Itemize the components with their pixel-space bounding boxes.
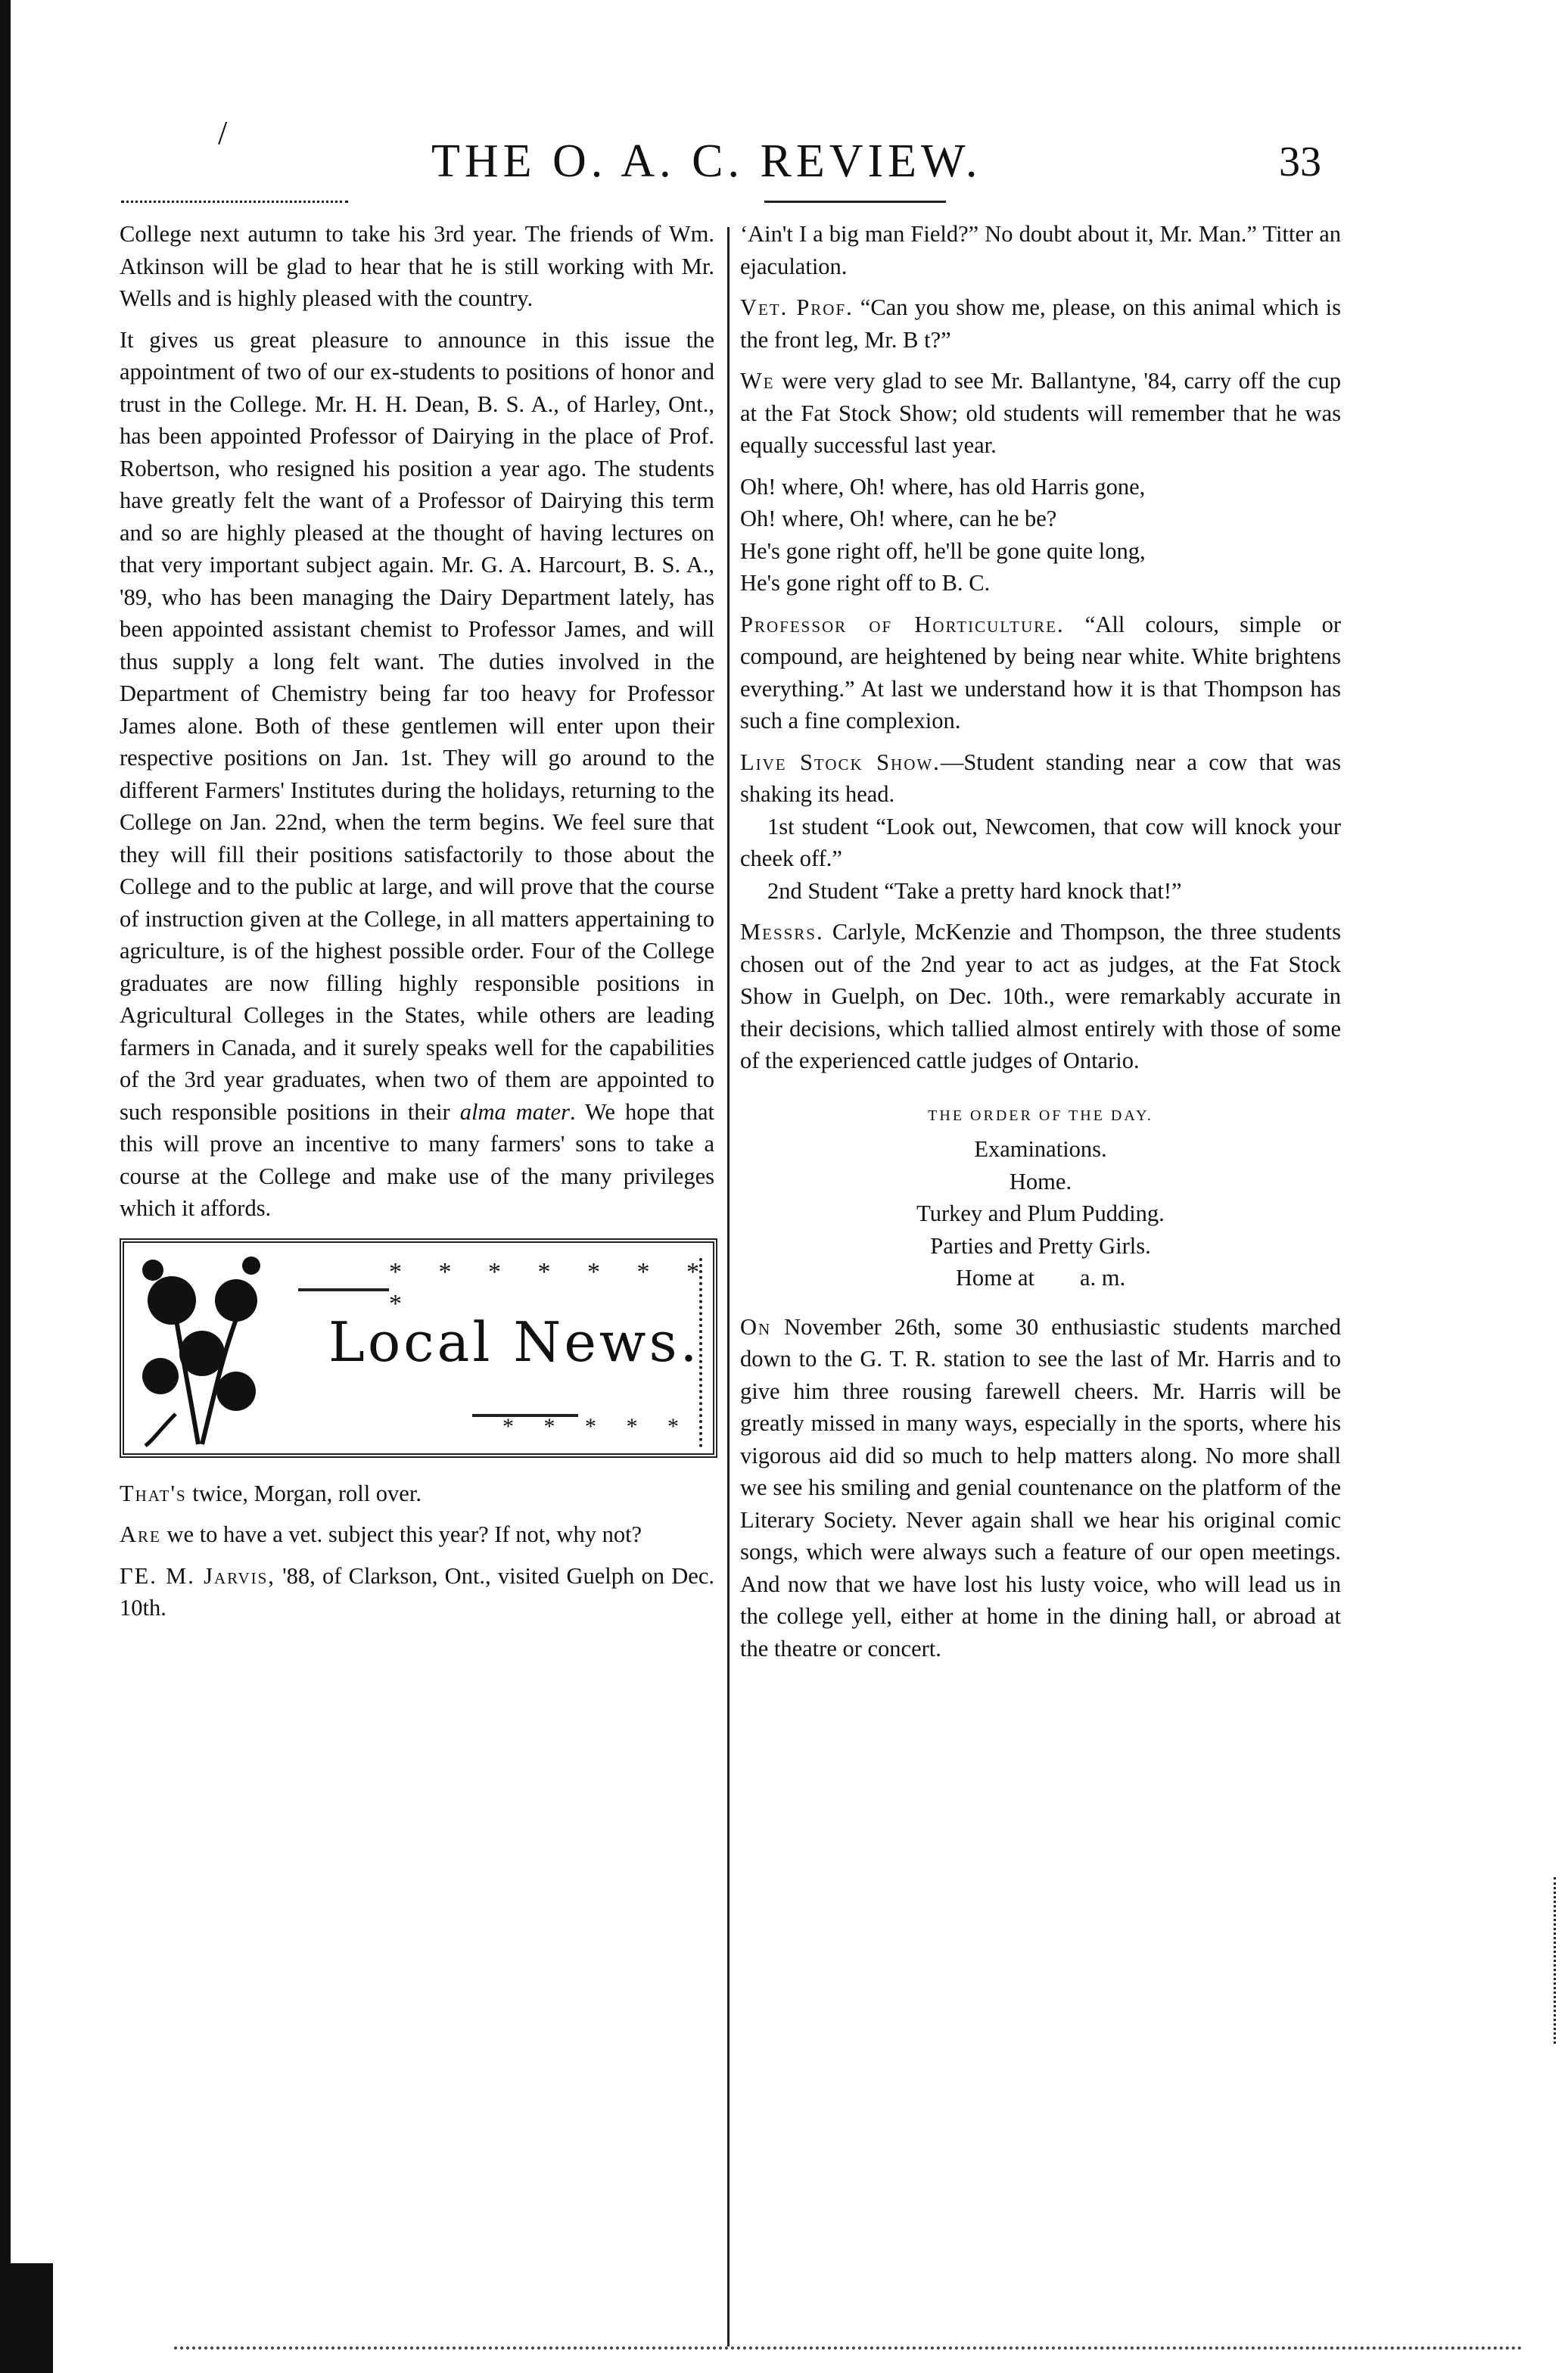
header-rule-left xyxy=(121,201,348,203)
appointments-text: It gives us great pleasure to announce in this issue the appointment of two of our ex-students to positions of honor and trust in the College. Mr. H. H. Dean, B. S. A., of Harley, Ont., has been appointed Professor of Dairying in the place of Prof. Robertson, who resigned his position a year ago. The students have greatly felt the want of a Professor of Dairying this term and so are highly pleased at the thought of having lectures on that very important subject again. Mr. G. A. Harcourt, B. S. A., '89, who has been managing the Dairy Department lately, has been appointed assistant chemist to Professor James, and will thus supply a long felt want. The duties involved in the Department of Chemistry being far too heavy for Professor James alone. Both of these gentlemen will enter upon their respective positions on Jan. 1st. They will go around to the different Farmers' Institutes during the holidays, returning to the College on Jan. 22nd, when the term begins. We feel sure that they will fill their positions satisfactorily to those about the College and to the public at large, and will prove that the course of instruction given at the College, in all matters appertaining to agriculture, is of the highest possible order. Four of the College graduates are now filling highly responsible positions in Agricultural Colleges in the States, while others are leading farmers in Canada, and it surely speaks well for the capabilities of the 3rd year graduates, when two of them are appointed to such responsible positions in their xyxy=(120,326,714,1125)
page-header xyxy=(0,114,1568,189)
news-item-vet-subject: Are we to have a vet. subject this year? If not, why not? xyxy=(120,1521,642,1547)
item-live-stock: Live Stock Show.—Student standing near a cow that was shaking its head. xyxy=(740,749,1341,807)
alma-mater-italic: alma mater xyxy=(459,1098,570,1125)
paragraph-appointments xyxy=(120,324,714,1225)
scan-edge-left-foot xyxy=(0,2263,53,2373)
order-line: Examinations. xyxy=(974,1136,1107,1162)
header-rule-right xyxy=(764,201,946,203)
item-first-student: 1st student “Look out, Newcomen, that cow will knock your cheek off.” xyxy=(740,813,1341,871)
news-item-jarvis: ΓE. M. Jarvis, '88, of Clarkson, Ont., visited Guelph on Dec. 10th. xyxy=(120,1562,714,1621)
order-line: Parties and Pretty Girls. xyxy=(930,1232,1151,1259)
order-line: Turkey and Plum Pudding. xyxy=(916,1201,1165,1226)
paragraph-college-next: College next autumn to take his 3rd year. The friends of Wm. Atkinson will be glad to hear that he is still working with Mr. Wells and is highly pleased with the country. xyxy=(120,221,714,311)
appointments-text-end: . We hope that this will prove an incentive to many farmers' sons to take a course at the College and make use of the many privileges which it affords. xyxy=(120,1098,714,1221)
poem-line: Oh! where, Oh! where, can he be? xyxy=(740,506,1057,531)
banner-swash-top xyxy=(298,1288,389,1291)
item-big-man: ‘Ain't I a big man Field?” No doubt about it, Mr. Man.” Titter an ejaculation. xyxy=(740,221,1341,279)
local-news-banner xyxy=(120,1238,717,1458)
item-ballantyne: We were very glad to see Mr. Ballantyne, '84, carry off the cup at the Fat Stock Show; old students will remember that he was equally successful last year. xyxy=(740,368,1341,458)
margin-mark: / xyxy=(218,114,228,151)
scan-edge-right xyxy=(1554,1877,1560,2044)
item-judges: Messrs. Carlyle, McKenzie and Thompson, the three students chosen out of the 2nd year to act as judges, at the Fat Stock Show in Guelph, on Dec. 10th., were remarkably accurate in their decisions, which tallied almost entirely with those of some of the experienced cattle judges of Ontario. xyxy=(740,919,1341,1073)
poem-harris xyxy=(740,471,1341,599)
left-column xyxy=(120,218,714,1633)
scan-bottom-noise xyxy=(174,2347,1523,2354)
news-item-morgan: That's twice, Morgan, roll over. xyxy=(120,1480,422,1506)
order-line-home-at: Home at a. m. xyxy=(955,1265,1126,1291)
column-divider xyxy=(727,227,730,2347)
banner-dotted-edge xyxy=(699,1258,708,1447)
banner-stars-bottom: * * * * * xyxy=(502,1413,691,1439)
scan-edge-left xyxy=(0,0,11,2373)
item-harris-farewell: On November 26th, some 30 enthusiastic students marched down to the G. T. R. station to see the last of Mr. Harris and to give him three rousing farewell cheers. Mr. Harris will be greatly missed in many ways, especially in the sports, where his vigorous aid did so much to help matters along. No more shall we see his smiling and genial countenance on the platform of the Literary Society. Never again shall we hear his original comic songs, which were always such a feature of our open meetings. And now that we have lost his lusty voice, who will lead us in the college yell, either at home in the dining hall, or abroad at the theatre or concert. xyxy=(740,1313,1341,1661)
poem-line: Oh! where, Oh! where, has old Harris gone, xyxy=(740,473,1146,500)
banner-stars-top: * * * * * * * * xyxy=(389,1257,713,1318)
page-title: THE O. A. C. REVIEW. xyxy=(431,135,982,187)
item-second-student: 2nd Student “Take a pretty hard knock that!” xyxy=(767,877,1182,904)
item-horticulture: Professor of Horticulture. “All colours, simple or compound, are heightened by being near white. White brightens everything.” At last we understand how it is that Thompson has such a fine complexion. xyxy=(740,611,1341,733)
item-vet-prof: Vet. Prof. “Can you show me, please, on this animal which is the front leg, Mr. B t?” xyxy=(740,294,1341,353)
order-line: Home. xyxy=(1009,1168,1072,1194)
right-column xyxy=(740,218,1341,1674)
local-news-title: Local News. xyxy=(328,1310,701,1374)
flower-bouquet-icon xyxy=(130,1247,266,1450)
poem-line: He's gone right off, he'll be gone quite long, xyxy=(740,537,1146,564)
order-of-day-heading: THE ORDER OF THE DAY. xyxy=(928,1107,1153,1124)
page-number: 33 xyxy=(1279,139,1321,185)
poem-line: He's gone right off to B. C. xyxy=(740,570,991,596)
